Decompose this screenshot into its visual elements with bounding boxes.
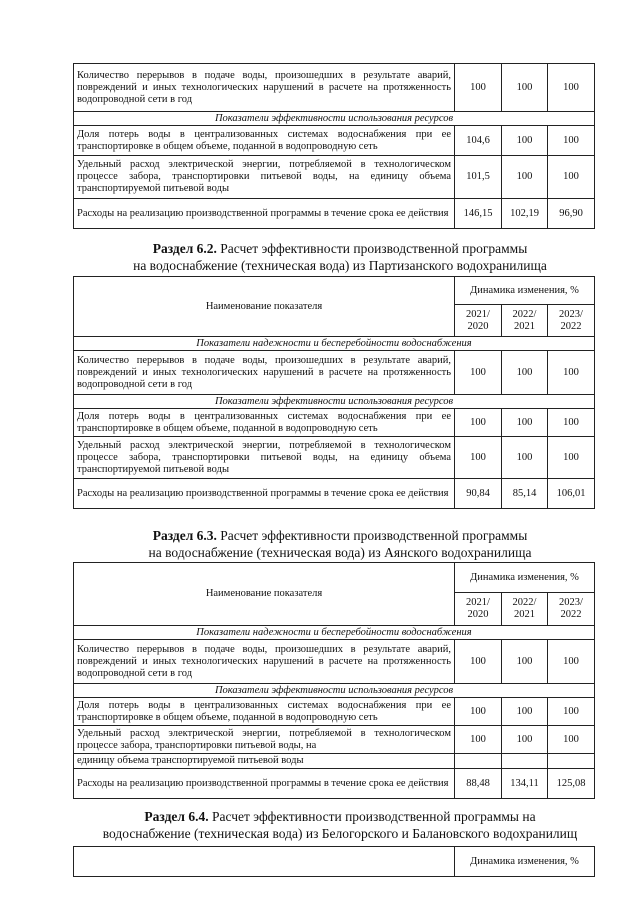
table-row: [74, 64, 595, 112]
column-header-dynamics: Динамика изменения, %: [455, 563, 595, 593]
value-cell: 100: [455, 640, 502, 684]
year-header: 2023/ 2022: [548, 305, 595, 337]
section-title-text: Расчет эффективности производственной программы: [216, 241, 528, 256]
value-cell: 100: [502, 351, 548, 395]
section-6-4-title: [60, 808, 620, 842]
category-label: Показатели надежности и бесперебойности водоснабжения: [74, 626, 595, 640]
value-cell: 106,01: [548, 479, 595, 509]
table-row: [74, 156, 595, 199]
indicator-name: Удельный расход электрической энергии, потребляемой в технологическом процессе забора, транспортировки питьевой воды, на единицу объема транспортируемой питьевой воды: [74, 156, 455, 199]
category-label: Показатели эффективности использования ресурсов: [74, 112, 595, 126]
value-cell: 100: [455, 726, 502, 754]
value-cell: 100: [502, 726, 548, 754]
table-row: [74, 479, 595, 509]
table-row: [74, 726, 595, 754]
indicator-name: Удельный расход электрической энергии, потребляемой в технологическом процессе забора, транспортировки питьевой воды, на: [74, 726, 455, 754]
year-header: 2022/ 2021: [502, 305, 548, 337]
table-row: [74, 351, 595, 395]
value-cell: 100: [455, 409, 502, 437]
value-cell: 100: [502, 698, 548, 726]
category-row: [74, 684, 595, 698]
year-header: 2023/ 2022: [548, 593, 595, 626]
value-cell: 100: [548, 726, 595, 754]
table-row: [74, 640, 595, 684]
value-cell: 100: [455, 698, 502, 726]
value-cell: 100: [548, 437, 595, 479]
table-row: [74, 409, 595, 437]
value-cell: 100: [502, 64, 548, 112]
category-label: Показатели эффективности использования ресурсов: [74, 684, 595, 698]
category-row: [74, 395, 595, 409]
value-cell: 125,08: [548, 769, 595, 799]
table-row: [74, 754, 595, 769]
value-cell: 100: [502, 156, 548, 199]
table-section-6-3: [73, 562, 595, 799]
value-cell: 100: [455, 351, 502, 395]
section-number: Раздел 6.2.: [152, 241, 217, 256]
section-title-text: Расчет эффективности производственной программы: [216, 528, 528, 543]
table-row: [74, 126, 595, 156]
section-title-text: Расчет эффективности производственной программы на: [208, 809, 536, 824]
indicator-name: Доля потерь воды в централизованных системах водоснабжения при ее транспортировке в общем объеме, поданной в водопроводную сеть: [74, 698, 455, 726]
category-row: [74, 337, 595, 351]
column-header-dynamics: Динамика изменения, %: [455, 847, 595, 877]
table-row: [74, 437, 595, 479]
value-cell: 100: [548, 640, 595, 684]
indicator-name: Доля потерь воды в централизованных системах водоснабжения при ее транспортировке в общем объеме, поданной в водопроводную сеть: [74, 409, 455, 437]
value-cell: 100: [502, 126, 548, 156]
value-cell: 100: [502, 640, 548, 684]
year-header: 2021/ 2020: [455, 305, 502, 337]
table-section-6-4: [73, 846, 595, 877]
indicator-name: Расходы на реализацию производственной программы в течение срока ее действия: [74, 479, 455, 509]
value-cell: 100: [548, 156, 595, 199]
indicator-name: Количество перерывов в подаче воды, произошедших в результате аварий, повреждений и иных технологических нарушений в расчете на протяженность водопроводной сети в год: [74, 351, 455, 395]
value-cell: 134,11: [502, 769, 548, 799]
category-label: Показатели эффективности использования ресурсов: [74, 395, 595, 409]
value-cell: 146,15: [455, 199, 502, 229]
value-cell: 100: [548, 126, 595, 156]
category-label: Показатели надежности и бесперебойности водоснабжения: [74, 337, 595, 351]
value-cell: 96,90: [548, 199, 595, 229]
value-cell: 100: [455, 437, 502, 479]
value-cell: 100: [548, 64, 595, 112]
section-title-line2: на водоснабжение (техническая вода) из Партизанского водохранилища: [133, 258, 547, 273]
year-header: 2022/ 2021: [502, 593, 548, 626]
indicator-name: Расходы на реализацию производственной программы в течение срока ее действия: [74, 199, 455, 229]
value-cell: 100: [548, 409, 595, 437]
value-cell: 101,5: [455, 156, 502, 199]
indicator-name: Удельный расход электрической энергии, потребляемой в технологическом процессе забора, транспортировки питьевой воды, на единицу объема транспортируемой питьевой воды: [74, 437, 455, 479]
table-top-continuation: [73, 63, 595, 229]
indicator-name: Расходы на реализацию производственной программы в течение срока ее действия: [74, 769, 455, 799]
value-cell: 100: [502, 437, 548, 479]
value-cell: 88,48: [455, 769, 502, 799]
category-row: [74, 112, 595, 126]
year-header: 2021/ 2020: [455, 593, 502, 626]
value-cell: 102,19: [502, 199, 548, 229]
indicator-name: Количество перерывов в подаче воды, произошедших в результате аварий, повреждений и иных технологических нарушений в расчете на протяженность водопроводной сети в год: [74, 640, 455, 684]
table-row: [74, 769, 595, 799]
value-cell: 100: [548, 698, 595, 726]
section-6-3-title: [60, 527, 620, 561]
category-row: [74, 626, 595, 640]
section-number: Раздел 6.4.: [144, 809, 209, 824]
table-row: [74, 698, 595, 726]
table-section-6-2: [73, 276, 595, 509]
column-header-dynamics: Динамика изменения, %: [455, 277, 595, 305]
value-cell: 100: [455, 64, 502, 112]
section-title-line2: водоснабжение (техническая вода) из Белогорского и Балановского водохранилищ: [102, 826, 578, 841]
indicator-name: Количество перерывов в подаче воды, произошедших в результате аварий, повреждений и иных технологических нарушений в расчете на протяженность водопроводной сети в год: [74, 64, 455, 112]
value-cell: 85,14: [502, 479, 548, 509]
section-title-line2: на водоснабжение (техническая вода) из Аянского водохранилища: [148, 545, 532, 560]
column-header-name: Наименование показателя: [74, 277, 455, 337]
value-cell: 100: [548, 351, 595, 395]
indicator-name-continued: единицу объема транспортируемой питьевой воды: [74, 754, 455, 769]
value-cell: 100: [502, 409, 548, 437]
section-6-2-title: [60, 240, 620, 274]
column-header-name: Наименование показателя: [74, 563, 455, 626]
indicator-name: Доля потерь воды в централизованных системах водоснабжения при ее транспортировке в общем объеме, поданной в водопроводную сеть: [74, 126, 455, 156]
table-row: [74, 199, 595, 229]
section-number: Раздел 6.3.: [152, 528, 217, 543]
value-cell: 104,6: [455, 126, 502, 156]
value-cell: 90,84: [455, 479, 502, 509]
